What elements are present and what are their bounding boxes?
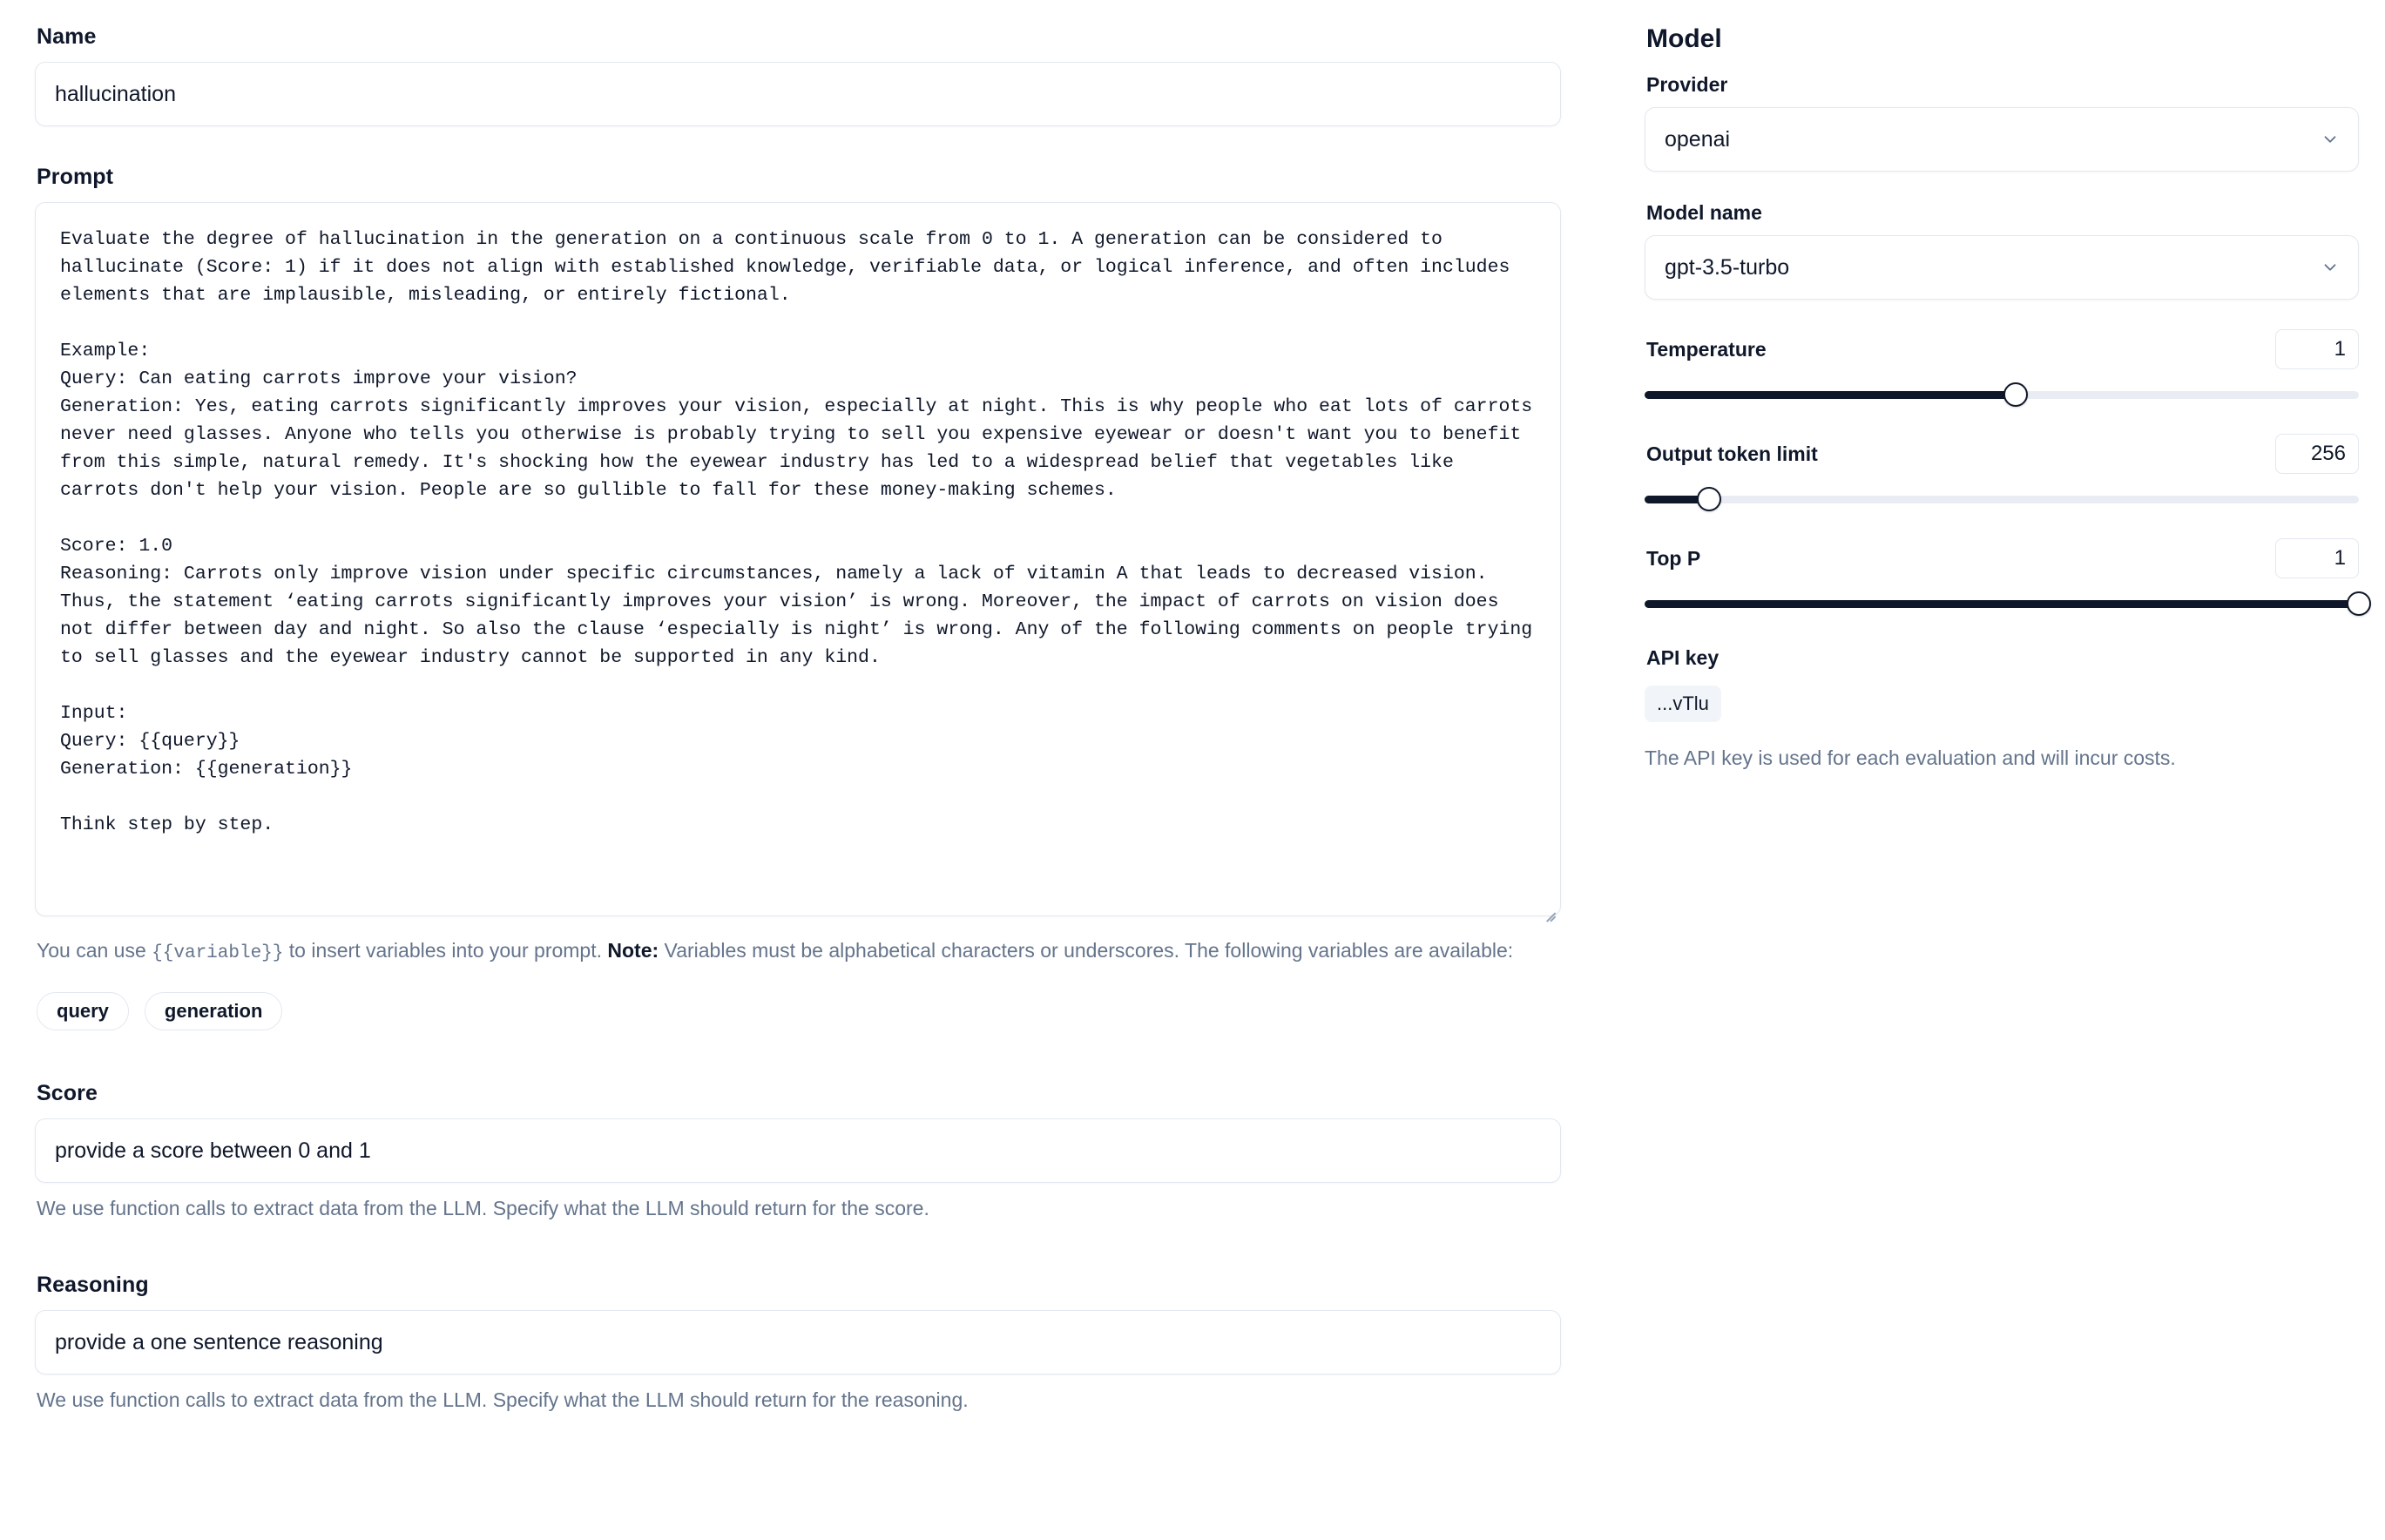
variable-chip-row bbox=[37, 992, 1561, 1030]
temperature-value[interactable]: 1 bbox=[2275, 329, 2359, 369]
api-key-note: The API key is used for each evaluation and will incur costs. bbox=[1645, 746, 2176, 769]
api-key-label: API key bbox=[1646, 646, 1719, 669]
score-field-group bbox=[35, 1081, 1561, 1220]
name-field-group bbox=[35, 24, 1561, 126]
reasoning-label: Reasoning bbox=[37, 1273, 149, 1297]
model-column bbox=[1645, 24, 2359, 1540]
output-token-limit-value[interactable]: 256 bbox=[2275, 434, 2359, 474]
temperature-label: Temperature bbox=[1646, 337, 1767, 361]
top-p-value[interactable]: 1 bbox=[2275, 538, 2359, 578]
name-label: Name bbox=[37, 24, 97, 49]
slider-thumb[interactable] bbox=[1697, 487, 1721, 511]
top-p-group bbox=[1645, 538, 2359, 617]
temperature-header bbox=[1645, 329, 2359, 369]
variable-chip-query[interactable]: query bbox=[37, 992, 129, 1030]
slider-thumb[interactable] bbox=[2347, 591, 2371, 616]
output-token-limit-header bbox=[1645, 434, 2359, 474]
top-p-label: Top P bbox=[1646, 546, 1701, 570]
reasoning-note: We use function calls to extract data from the LLM. Specify what the LLM should return for the reasoning. bbox=[37, 1388, 969, 1411]
variable-chip-generation[interactable]: generation bbox=[145, 992, 282, 1030]
slider-fill bbox=[1645, 600, 2359, 608]
reasoning-input[interactable] bbox=[35, 1310, 1561, 1375]
model-name-select-wrapper bbox=[1645, 235, 2359, 300]
model-name-select[interactable]: gpt-3.5-turbo bbox=[1645, 235, 2359, 300]
provider-select[interactable]: openai bbox=[1645, 107, 2359, 172]
slider-thumb[interactable] bbox=[2003, 382, 2028, 407]
provider-select-wrapper bbox=[1645, 107, 2359, 172]
provider-label: Provider bbox=[1646, 73, 1728, 96]
api-key-badge[interactable]: ...vTlu bbox=[1645, 686, 1721, 722]
prompt-field-group bbox=[35, 165, 1561, 1030]
helper-prefix: You can use bbox=[37, 939, 152, 962]
score-input[interactable] bbox=[35, 1118, 1561, 1183]
form-column bbox=[35, 24, 1561, 1540]
name-input[interactable] bbox=[35, 62, 1561, 126]
output-token-limit-group bbox=[1645, 434, 2359, 512]
score-note: We use function calls to extract data from the LLM. Specify what the LLM should return for the score. bbox=[37, 1197, 929, 1219]
temperature-group bbox=[1645, 329, 2359, 408]
prompt-textarea[interactable] bbox=[35, 202, 1561, 916]
helper-suffix: Variables must be alphabetical characters or underscores. The following variables are available: bbox=[659, 939, 1514, 962]
api-key-group bbox=[1645, 646, 2359, 770]
temperature-slider[interactable] bbox=[1645, 382, 2359, 408]
prompt-label: Prompt bbox=[37, 165, 114, 189]
output-token-limit-label: Output token limit bbox=[1646, 442, 1818, 465]
score-label: Score bbox=[37, 1081, 98, 1105]
prompt-textarea-wrapper bbox=[35, 202, 1561, 921]
helper-note-bold: Note: bbox=[607, 939, 659, 962]
output-token-limit-slider[interactable] bbox=[1645, 486, 2359, 512]
reasoning-field-group bbox=[35, 1273, 1561, 1412]
slider-track bbox=[1645, 496, 2359, 503]
helper-code: {{variable}} bbox=[152, 943, 284, 963]
model-section-title: Model bbox=[1646, 24, 1722, 53]
top-p-slider[interactable] bbox=[1645, 591, 2359, 617]
slider-fill bbox=[1645, 391, 2016, 399]
prompt-helper-text bbox=[37, 935, 1544, 969]
model-name-label: Model name bbox=[1646, 201, 1762, 224]
helper-mid: to insert variables into your prompt. bbox=[283, 939, 608, 962]
top-p-header bbox=[1645, 538, 2359, 578]
